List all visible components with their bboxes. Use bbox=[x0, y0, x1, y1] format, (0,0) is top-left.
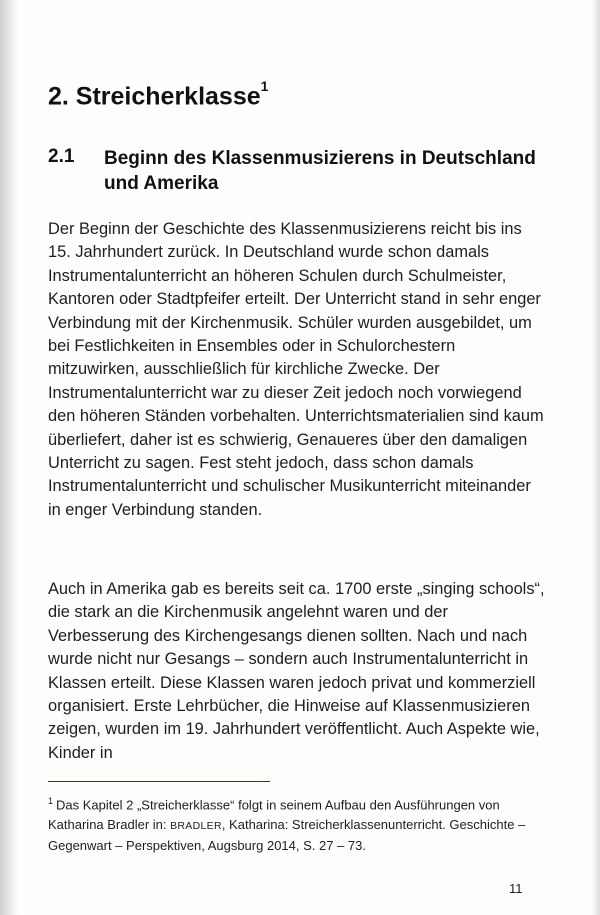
section-title: Beginn des Klassenmusizierens in Deutschland und Amerika bbox=[104, 148, 536, 194]
chapter-title: 2. Streicherklasse bbox=[48, 82, 261, 111]
footnote-reference: 1 bbox=[260, 78, 269, 94]
paragraph-2: Auch in Amerika gab es bereits seit ca. 1700 erste „singing schools“, die stark an die Kirchenmusik angelehnt waren und der Verbesserung des Kirchengesangs dienen sollten. Nach und nach wurde nicht nur Gesangs – sondern auch Instrumentalunterricht in Klassen erteilt. Diese Klassen waren jedoch privat und kommerziell organisiert. Erste Lehrbücher, die Hinweise auf Klassenmusizieren zeigen, wurden im 19. Jahrhundert veröffentlicht. Auch Aspekte wie, Kinder in bbox=[48, 580, 545, 762]
page-number: 11 bbox=[509, 881, 523, 896]
chapter-heading bbox=[48, 78, 269, 111]
footnote-marker: 1 bbox=[48, 796, 54, 806]
footnote-text-before: Das Kapitel 2 „Streicherklasse“ folgt in seinem Aufbau den Ausführungen von Katharina Bradler in: bbox=[48, 797, 500, 832]
page-edge-shadow bbox=[592, 0, 600, 915]
page-gutter-shadow bbox=[0, 0, 18, 915]
paragraph-1: Der Beginn der Geschichte des Klassenmusizierens reicht bis ins 15. Jahrhundert zurück. In Deutschland wurde schon damals Instrumentalunterricht an höheren Schulen durch Schulmeister, Kantoren oder Stadtpfeifer erteilt. Der Unterricht stand in sehr enger Verbindung mit der Kirchenmusik. Schüler wurden ausgebildet, um bei Festlichkeiten in Ensembles oder in Schulorchestern mitzuwirken, ausschließlich für kirchliche Zwecke. Der Instrumentalunterricht war zu dieser Zeit jedoch noch vorwiegend den höheren Ständen vorbehalten. Unterrichtsmaterialien sind kaum überliefert, daher ist es schwierig, Genaueres über den damaligen Unterricht zu sagen. Fest steht jedoch, dass schon damals Instrumentalunterricht und schulischer Musikunterricht miteinander in enger Verbindung standen. bbox=[48, 220, 544, 519]
footnote-text-after: , Katharina: Streicherklassenunterricht. Geschichte – Gegenwart – Perspektiven, Augsburg 2014, S. 27 – 73. bbox=[48, 816, 526, 854]
footnote bbox=[48, 792, 548, 856]
footnote-separator bbox=[48, 781, 270, 782]
section-number: 2.1 bbox=[48, 146, 75, 167]
footnote-author-smallcaps: BRADLER bbox=[170, 819, 222, 832]
